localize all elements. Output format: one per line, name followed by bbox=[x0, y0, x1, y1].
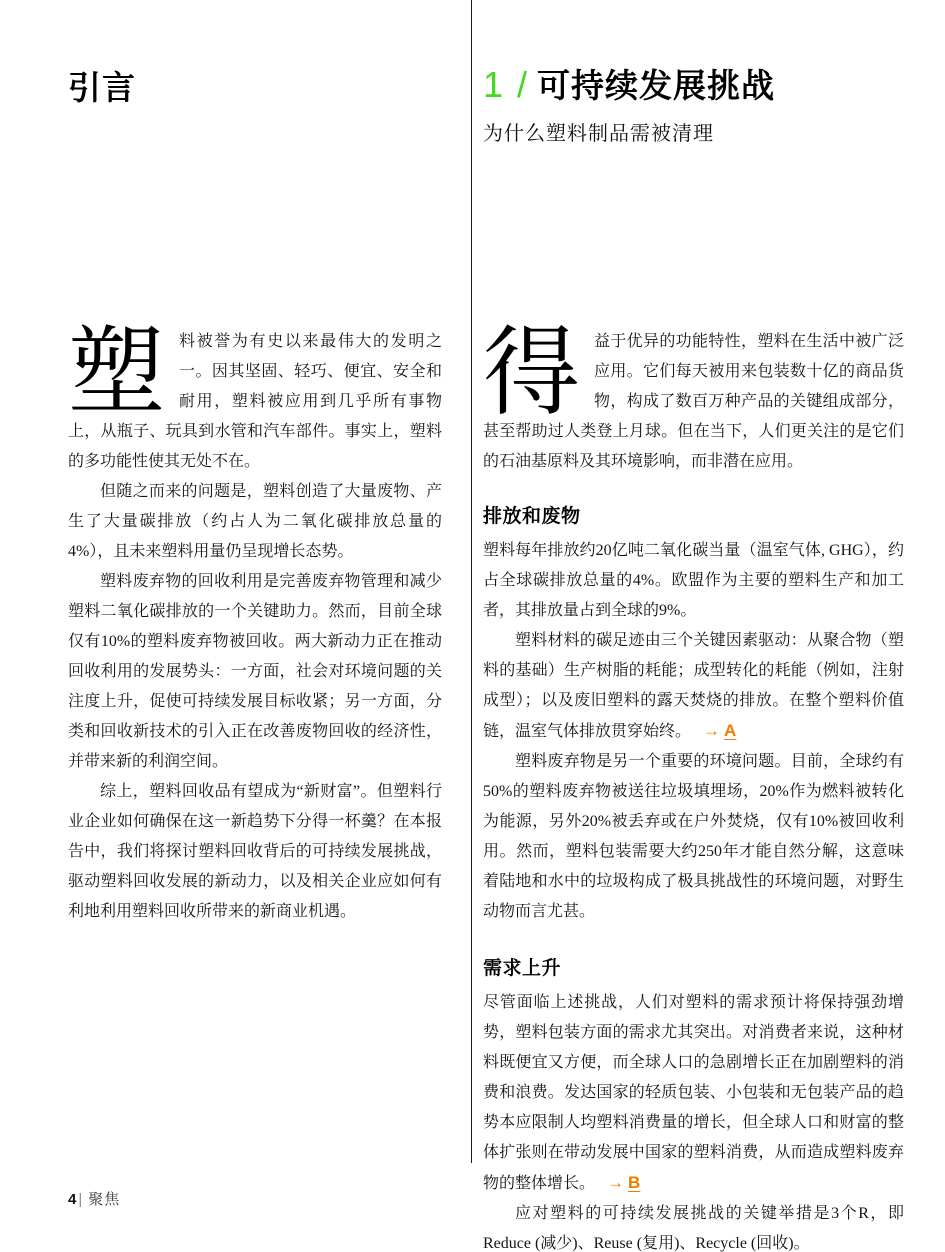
paragraph: 塑料废弃物是另一个重要的环境问题。目前，全球约有50%的塑料废弃物被送往垃圾填埋场，20%作为燃料被转化为能源，另外20%被丢弃或在户外焚烧，仅有10%被回收利用。然而，塑料包装需要大约250年才能自然分解，这意味着陆地和水中的垃圾构成了极具挑战性的环境问题，对野生动物而言尤甚。 bbox=[483, 753, 904, 920]
page-number: 4 bbox=[68, 1191, 77, 1208]
intro-heading: 引言 bbox=[68, 69, 136, 106]
paragraph: 但随之而来的问题是，塑料创造了大量废物、产生了大量碳排放（约占人为二氧化碳排放总量的4%），且未来塑料用量仍呈现增长态势。 bbox=[68, 483, 442, 560]
chapter-subtitle: 为什么塑料制品需被清理 bbox=[483, 123, 714, 145]
paragraph bbox=[483, 988, 904, 1199]
cross-ref-label: B bbox=[628, 1173, 641, 1192]
paragraph: 塑料每年排放约20亿吨二氧化碳当量（温室气体, GHG），约占全球碳排放总量的4%。欧盟作为主要的塑料生产和加工者，其排放量占到全球的9%。 bbox=[483, 542, 904, 619]
paragraph-text: 料被誉为有史以来最伟大的发明之一。因其坚固、轻巧、便宜、安全和耐用，塑料被应用到几乎所有事物上，从瓶子、玩具到水管和汽车部件。事实上，塑料的多功能性使其无处不在。 bbox=[68, 333, 442, 470]
paragraph bbox=[483, 320, 904, 477]
paragraph-text: 塑料材料的碳足迹由三个关键因素驱动：从聚合物（塑料的基础）生产树脂的耗能；成型转化的耗能（例如，注射成型）；以及废旧塑料的露天焚烧的排放。在整个塑料价值链，温室气体排放贯穿始终。 bbox=[483, 632, 904, 740]
paragraph: 应对塑料的可持续发展挑战的关键举措是3个R，即Reduce (减少)、Reuse (复用)、Recycle (回收)。 bbox=[483, 1205, 904, 1252]
chapter-column-body bbox=[483, 320, 904, 1252]
paragraph: 塑料废弃物的回收利用是完善废弃物管理和减少塑料二氧化碳排放的一个关键助力。然而，目前全球仅有10%的塑料废弃物被回收。两大新动力正在推动回收利用的发展势头：一方面，社会对环境问题的关注度上升，促使可持续发展目标收紧；另一方面，分类和回收新技术的引入正在改善废物回收的经济性，并带来新的利润空间。 bbox=[68, 573, 442, 770]
section-heading-emissions: 排放和废物 bbox=[483, 506, 581, 527]
chapter-title: 可持续发展挑战 bbox=[537, 67, 776, 104]
paragraph bbox=[68, 320, 442, 477]
section-heading-demand: 需求上升 bbox=[483, 958, 562, 979]
paragraph: 综上，塑料回收品有望成为“新财富”。但塑料行业企业如何确保在这一新趋势下分得一杯羹？在本报告中，我们将探讨塑料回收背后的可持续发展挑战，驱动塑料回收发展的新动力，以及相关企业应如何有利地利用塑料回收所带来的新商业机遇。 bbox=[68, 783, 442, 920]
intro-column-body bbox=[68, 320, 442, 927]
chapter-number: 1 / bbox=[483, 64, 530, 105]
chapter-title-line bbox=[483, 60, 775, 107]
cross-ref-link-B[interactable] bbox=[607, 1173, 640, 1192]
chapter-heading-block bbox=[483, 60, 775, 146]
footer-label: 聚焦 bbox=[88, 1191, 121, 1208]
arrow-right-icon: → bbox=[703, 721, 721, 740]
paragraph bbox=[483, 626, 904, 747]
drop-cap: 塑 bbox=[68, 320, 165, 427]
paragraph-text: 尽管面临上述挑战，人们对塑料的需求预计将保持强劲增势，塑料包装方面的需求尤其突出。对消费者来说，这种材料既便宜又方便，而全球人口的急剧增长正在加剧塑料的消费和浪费。发达国家的轻质包装、小包装和无包装产品的趋势本应限制人均塑料消费量的增长，但全球人口和财富的整体扩张则在带动发展中国家的塑料消费，从而造成塑料废弃物的整体增长。 bbox=[483, 994, 904, 1192]
footer-separator: | bbox=[78, 1191, 83, 1208]
arrow-right-icon: → bbox=[607, 1173, 625, 1192]
cross-ref-label: A bbox=[724, 721, 737, 740]
drop-cap: 得 bbox=[483, 320, 580, 427]
page-footer bbox=[68, 1188, 120, 1209]
cross-ref-link-A[interactable] bbox=[703, 721, 736, 740]
paragraph-text: 益于优异的功能特性，塑料在生活中被广泛应用。它们每天被用来包装数十亿的商品货物，构成了数百万种产品的关键组成部分，甚至帮助过人类登上月球。但在当下，人们更关注的是它们的石油基原料及其环境影响，而非潜在应用。 bbox=[483, 333, 904, 470]
column-divider bbox=[471, 0, 472, 1163]
